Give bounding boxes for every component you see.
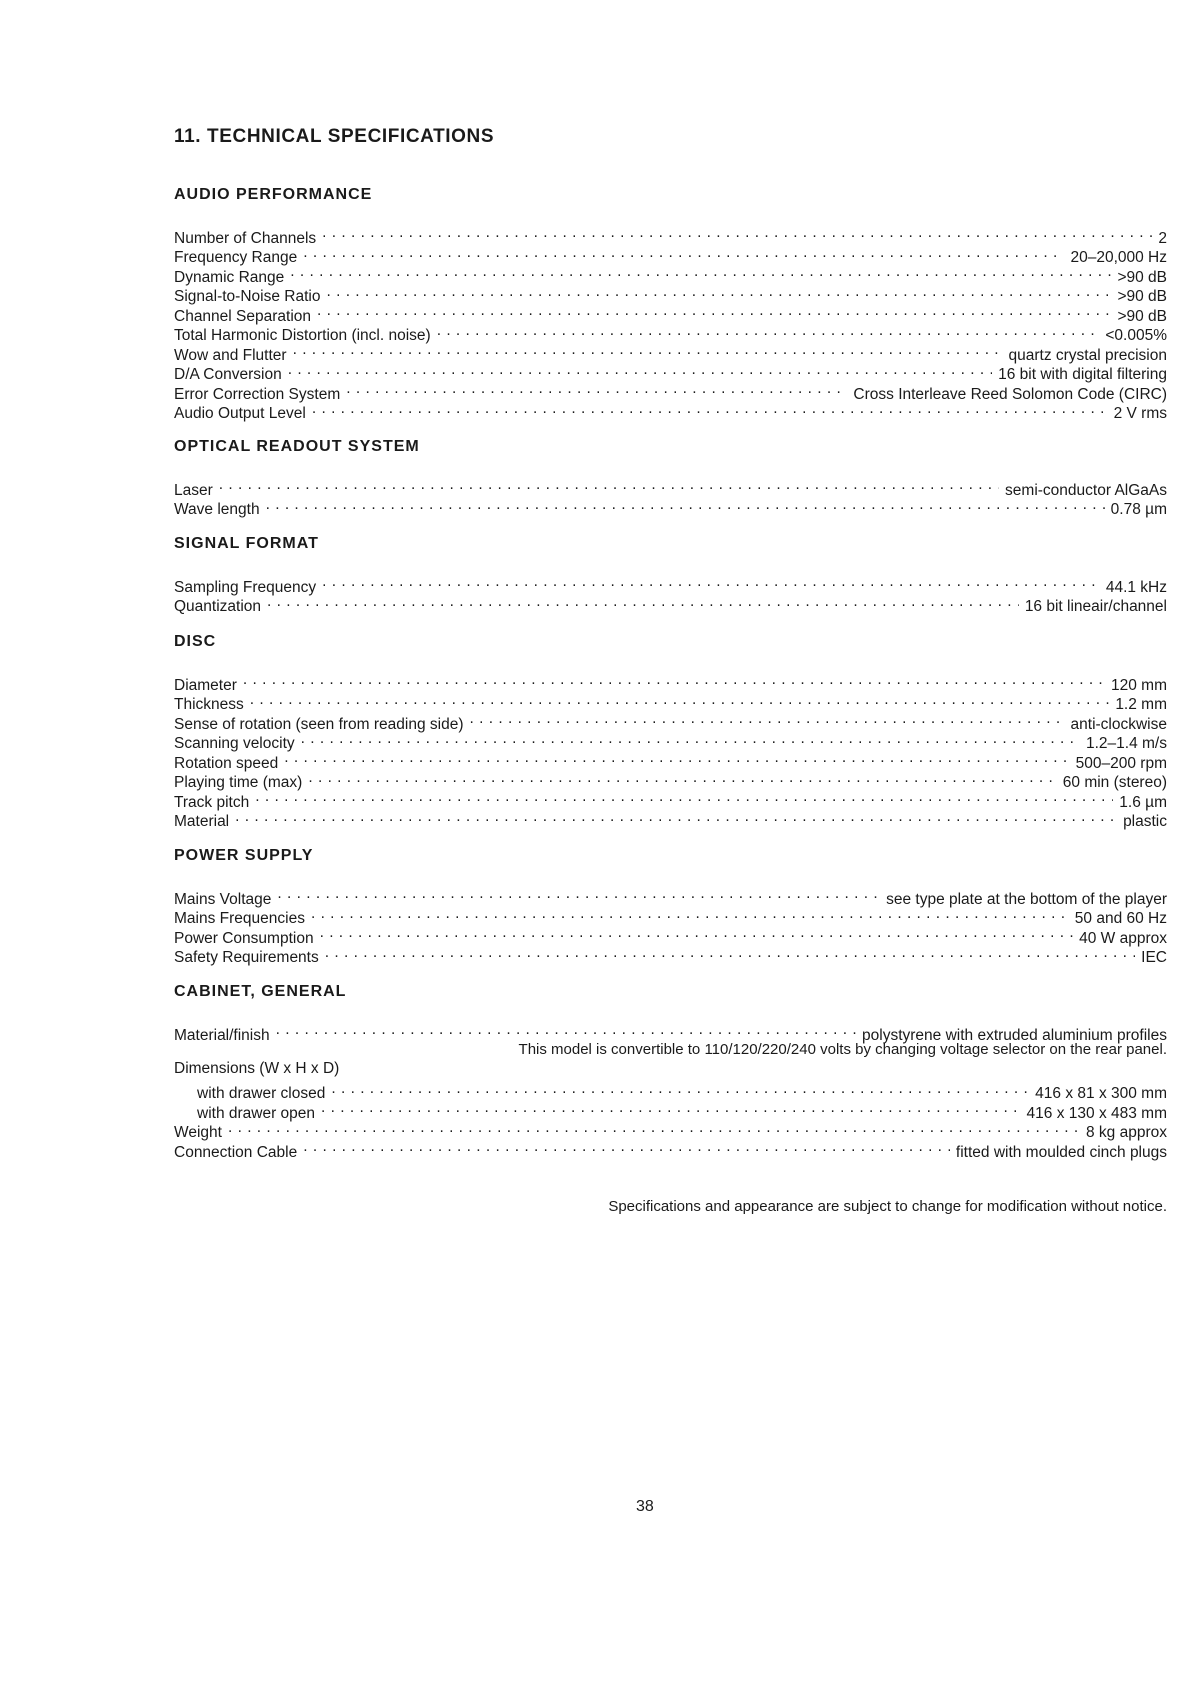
spec-label: Connection Cable [174,1143,298,1161]
dot-leader [320,923,1074,943]
spec-value: 1.2–1.4 m/s [1086,735,1167,752]
dot-leader [322,223,1152,243]
spec-label: Safety Requirements [174,949,319,966]
spec-row [174,399,1167,422]
spec-value: Cross Interleave Reed Solomon Code (CIRC) [853,385,1167,403]
section-heading: POWER SUPPLY [174,847,314,864]
dot-leader [255,787,1113,807]
spec-row [174,709,1167,733]
spec-row [174,768,1167,791]
dot-leader [228,1118,1080,1138]
dot-leader [326,282,1111,302]
spec-list [174,572,1167,615]
spec-row [174,1020,1167,1044]
spec-list [174,670,1167,830]
spec-value: 40 W approx [1079,929,1167,947]
spec-row [174,340,1167,364]
section-disc [174,632,1167,830]
spec-value: 500–200 rpm [1075,754,1167,772]
footer-disclaimer: Specifications and appearance are subject to change for modification without notice. [608,1198,1167,1215]
spec-value: 16 bit with digital filtering [998,366,1167,383]
section-heading: OPTICAL READOUT SYSTEM [174,438,420,455]
spec-value: 8 kg approx [1086,1124,1167,1141]
dot-leader [276,1020,856,1040]
dot-leader [321,1098,1021,1118]
spec-row [174,1059,1167,1079]
spec-row [174,729,1167,752]
note-text: This model is convertible to 110/120/220/240 volts by changing voltage selector on the rear panel. [518,1040,1167,1058]
spec-label: Weight [174,1124,222,1141]
spec-page [174,0,1167,1683]
spec-label: Quantization [174,598,262,615]
spec-label: Scanning velocity [174,735,295,752]
spec-label: Power Consumption [174,929,314,947]
dot-leader [308,768,1056,788]
dot-leader [219,475,999,495]
spec-row [174,243,1167,266]
spec-value: semi-conductor AlGaAs [1005,481,1167,499]
spec-row [174,1098,1167,1122]
spec-value: >90 dB [1117,268,1167,286]
spec-label: with drawer open [197,1104,316,1122]
spec-value: >90 dB [1117,307,1167,325]
spec-row [174,690,1167,713]
spec-value: 16 bit lineair/channel [1024,598,1167,615]
spec-row [174,943,1167,966]
dot-leader [250,690,1110,710]
section-cabinet-general [174,982,1167,1161]
spec-label: Playing time (max) [174,774,303,791]
spec-value: see type plate at the bottom of the player [886,890,1167,908]
spec-label: Thickness [174,696,244,713]
spec-value: >90 dB [1117,288,1167,305]
dot-leader [284,748,1069,768]
spec-label: Material/finish [174,1026,270,1044]
spec-value: 2 [1158,229,1167,247]
spec-row [174,282,1167,305]
section-power-supply [174,846,1167,966]
spec-list [174,884,1167,966]
spec-label: Mains Frequencies [174,910,305,927]
section-heading: CABINET, GENERAL [174,983,347,1000]
spec-label: Track pitch [174,793,250,811]
spec-value: 1.6 µm [1119,793,1167,811]
dot-leader [277,884,880,904]
dot-leader [267,592,1019,612]
spec-value: IEC [1141,949,1167,966]
dot-leader [346,379,847,399]
dot-leader [288,360,992,380]
spec-row [174,572,1167,596]
spec-value: 2 V rms [1113,405,1167,422]
section-heading: AUDIO PERFORMANCE [174,186,373,203]
dot-leader [317,301,1111,321]
spec-row [174,321,1167,344]
dot-leader [312,399,1108,419]
spec-label: Wow and Flutter [174,346,287,364]
spec-value: 416 x 81 x 300 mm [1035,1085,1167,1102]
dot-leader [325,943,1135,963]
spec-row [174,787,1167,811]
spec-list [174,475,1167,518]
spec-row [174,475,1167,499]
spec-value: 60 min (stereo) [1062,774,1167,791]
dot-leader [235,807,1117,827]
spec-row [174,1118,1167,1141]
spec-row [174,223,1167,247]
spec-label: Diameter [174,676,237,694]
spec-value: 120 mm [1111,676,1167,694]
spec-label: Frequency Range [174,249,298,266]
dot-leader [303,243,1064,263]
spec-value: polystyrene with extruded aluminium profiles [862,1026,1167,1044]
page-number: 38 [636,1498,654,1515]
dot-leader [301,729,1080,749]
spec-label: Audio Output Level [174,405,306,422]
spec-label: Material [174,813,230,830]
dot-leader [303,1137,950,1157]
spec-label: Error Correction System [174,385,341,403]
dot-leader [470,709,1065,729]
spec-value: 416 x 130 x 483 mm [1026,1104,1167,1122]
spec-value: 20–20,000 Hz [1070,249,1167,266]
spec-value: 44.1 kHz [1105,578,1167,596]
dot-leader [290,262,1111,282]
spec-value: 0.78 µm [1110,501,1167,518]
section-signal-format [174,534,1167,615]
spec-label: Laser [174,481,213,499]
section-heading: DISC [174,633,217,650]
dot-leader [243,670,1105,690]
section-optical-readout-system [174,437,1167,518]
spec-label: Wave length [174,501,260,518]
spec-list [174,1020,1167,1161]
spec-label: Signal-to-Noise Ratio [174,288,321,305]
spec-label: Channel Separation [174,307,312,325]
spec-row [174,592,1167,615]
spec-label: with drawer closed [197,1085,326,1102]
spec-value: 50 and 60 Hz [1074,910,1167,927]
spec-label: Rotation speed [174,754,279,772]
spec-row [174,807,1167,830]
section-heading: SIGNAL FORMAT [174,535,319,552]
voltage-note [174,1040,1167,1060]
spec-row [174,1079,1167,1102]
spec-row [174,748,1167,772]
spec-value: <0.005% [1105,327,1167,344]
spec-row [174,301,1167,325]
spec-value: anti-clockwise [1070,715,1167,733]
dot-leader [437,321,1100,341]
spec-label: Total Harmonic Distortion (incl. noise) [174,327,431,344]
spec-value: 1.2 mm [1115,696,1167,713]
spec-value: quartz crystal precision [1008,346,1167,364]
spec-row [174,495,1167,518]
section-audio-performance [174,185,1167,422]
spec-label: Dynamic Range [174,268,285,286]
spec-label: Number of Channels [174,229,317,247]
dot-leader [322,572,1100,592]
dot-leader [266,495,1105,515]
spec-label: Sampling Frequency [174,578,317,596]
spec-label: Dimensions (W x H x D) [174,1060,340,1077]
spec-label: Mains Voltage [174,890,272,908]
spec-row [174,1137,1167,1161]
spec-label: Sense of rotation (seen from reading side) [174,715,464,733]
spec-value: fitted with moulded cinch plugs [955,1143,1167,1161]
dot-leader [331,1079,1029,1099]
spec-row [174,904,1167,927]
spec-value: plastic [1123,813,1167,830]
spec-row [174,670,1167,694]
dot-leader [311,904,1069,924]
spec-row [174,884,1167,908]
spec-row [174,262,1167,286]
spec-label: D/A Conversion [174,366,282,383]
spec-row [174,923,1167,947]
page-title: 11. TECHNICAL SPECIFICATIONS [174,126,495,147]
spec-list [174,223,1167,422]
dot-leader [293,340,1003,360]
